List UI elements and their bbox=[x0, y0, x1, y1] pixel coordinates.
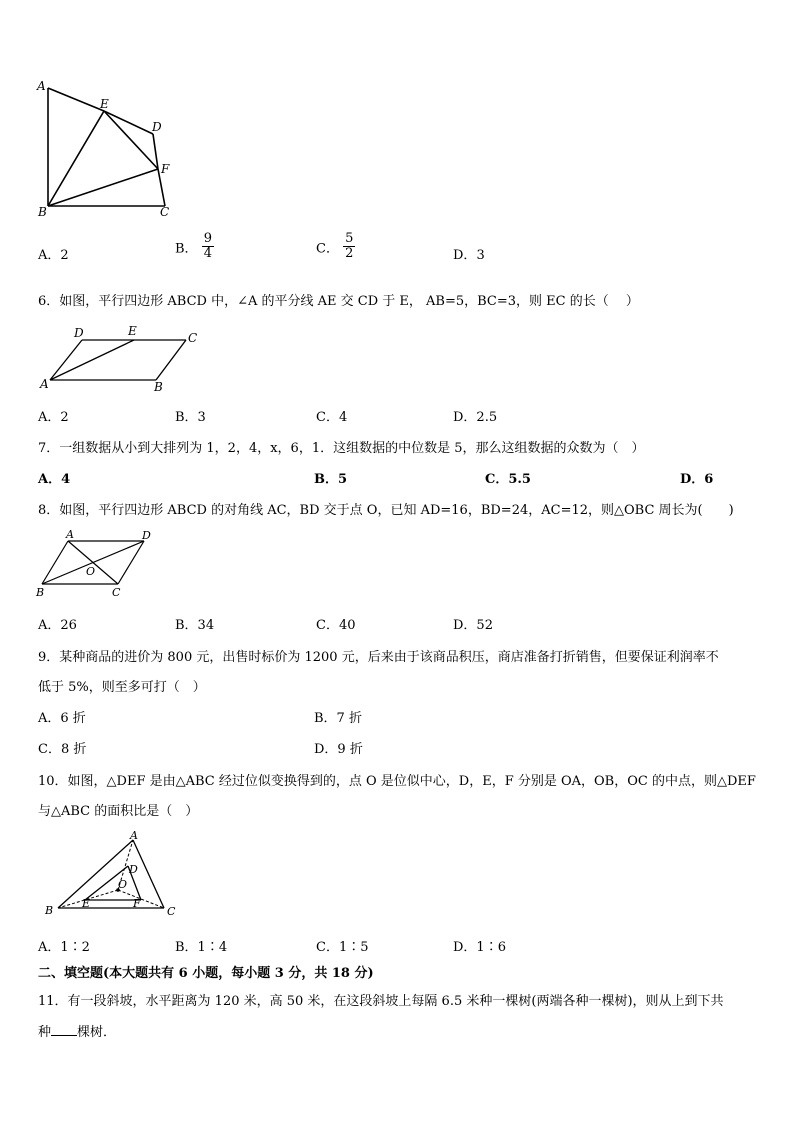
q8-option-d: D．52 bbox=[453, 618, 493, 633]
q10-figure bbox=[38, 828, 188, 920]
q8-side-ba bbox=[42, 541, 68, 584]
q5-label-a: A bbox=[37, 79, 46, 93]
q5-label-f: F bbox=[161, 162, 170, 176]
q11-text-line1: 11．有一段斜坡，水平距离为 120 米，高 50 米，在这段斜坡上每隔 6.5 米种一棵树(两端各种一棵树)，则从上到下共 bbox=[38, 994, 724, 1009]
q5-label-e: E bbox=[100, 97, 109, 111]
q6-seg-ae bbox=[50, 340, 134, 380]
q7-text: 7．一组数据从小到大排列为 1，2，4，x，6，1．这组数据的中位数是 5，那么这组数据的众数为（ ） bbox=[38, 441, 645, 456]
q10-option-c: C．1∶5 bbox=[316, 940, 369, 955]
q7-option-c: C．5.5 bbox=[485, 472, 531, 487]
q11-text-after-blank: 棵树． bbox=[77, 1025, 117, 1040]
q6-side-da bbox=[50, 340, 82, 380]
q5-option-b-fraction: $\frac{9}{4}$ bbox=[203, 231, 212, 262]
q10-text-line2: 与△ABC 的面积比是（ ） bbox=[38, 804, 199, 819]
q6-label-d: D bbox=[74, 326, 84, 340]
q10-label-o: O bbox=[118, 878, 128, 891]
q6-text: 6．如图，平行四边形 ABCD 中，∠A 的平分线 AE 交 CD 于 E， AB=5，BC=3，则 EC 的长（ ） bbox=[38, 294, 639, 309]
q10-label-d: D bbox=[129, 863, 138, 876]
q8-label-o: O bbox=[86, 565, 96, 578]
q8-label-c: C bbox=[112, 586, 121, 599]
q11-text-before-blank: 种 bbox=[38, 1025, 52, 1040]
q6-option-a: A．2 bbox=[38, 410, 69, 425]
q7-option-b: B．5 bbox=[314, 472, 348, 487]
q5-option-a: A．2 bbox=[38, 248, 69, 263]
q10-option-a: A．1∶2 bbox=[38, 940, 90, 955]
q5-label-d: D bbox=[152, 120, 162, 134]
q9-option-d: D．9 折 bbox=[314, 742, 363, 757]
q8-option-c: C．40 bbox=[316, 618, 356, 633]
q5-side-ed bbox=[104, 111, 153, 134]
q5-seg-bf bbox=[48, 169, 158, 206]
q8-label-d: D bbox=[142, 529, 151, 542]
q11-answer-blank[interactable] bbox=[51, 1034, 77, 1036]
q5-seg-be bbox=[48, 111, 104, 206]
q6-option-b: B．3 bbox=[175, 410, 206, 425]
section2-heading: 二、填空题(本大题共有 6 小题，每小题 3 分，共 18 分) bbox=[38, 966, 374, 981]
q6-option-d: D．2.5 bbox=[453, 410, 498, 425]
q10-label-e: E bbox=[82, 897, 91, 910]
q9-option-c: C．8 折 bbox=[38, 742, 87, 757]
q6-label-a: A bbox=[40, 377, 49, 391]
q5-seg-ef bbox=[104, 111, 158, 169]
q11-text-line2 bbox=[38, 1021, 116, 1040]
q10-label-c: C bbox=[167, 905, 176, 918]
q5-label-b: B bbox=[38, 205, 47, 219]
q9-text-line2: 低于 5%，则至多可打（ ） bbox=[38, 680, 206, 695]
q5-label-c: C bbox=[160, 205, 170, 219]
q9-option-a: A．6 折 bbox=[38, 711, 86, 726]
q5-option-c: C． $\frac{5}{2}$ bbox=[316, 231, 354, 262]
q10-side-ab bbox=[58, 840, 133, 908]
q6-label-c: C bbox=[188, 331, 198, 345]
q10-option-d: D．1∶6 bbox=[453, 940, 506, 955]
q10-option-b: B．1∶4 bbox=[175, 940, 228, 955]
q5-option-d: D．3 bbox=[453, 248, 485, 263]
q10-label-a: A bbox=[130, 829, 138, 842]
q9-text-line1: 9．某种商品的进价为 800 元，出售时标价为 1200 元，后来由于该商品积压，商店准备打折销售，但要保证利润率不 bbox=[38, 650, 719, 665]
q7-option-a: A．4 bbox=[38, 472, 71, 487]
q10-label-f: F bbox=[133, 897, 141, 910]
q6-figure bbox=[36, 322, 206, 392]
q5-option-b: B． $\frac{9}{4}$ bbox=[175, 231, 212, 262]
q9-option-b: B．7 折 bbox=[314, 711, 362, 726]
q6-label-e: E bbox=[128, 324, 137, 338]
q8-figure bbox=[34, 528, 164, 600]
q8-label-a: A bbox=[66, 528, 74, 541]
q5-figure bbox=[34, 78, 184, 223]
q7-option-d: D．6 bbox=[680, 472, 714, 487]
q8-option-a: A．26 bbox=[38, 618, 77, 633]
q6-label-b: B bbox=[154, 380, 163, 392]
q5-option-c-fraction: $\frac{5}{2}$ bbox=[345, 231, 354, 262]
q10-text-line1: 10．如图，△DEF 是由△ABC 经过位似变换得到的，点 O 是位似中心，D，E，F 分别是 OA，OB，OC 的中点，则△DEF bbox=[38, 774, 756, 789]
q10-label-b: B bbox=[45, 904, 54, 917]
q8-option-b: B．34 bbox=[175, 618, 215, 633]
q8-text: 8．如图，平行四边形 ABCD 的对角线 AC，BD 交于点 O，已知 AD=16，BD=24，AC=12，则△OBC 周长为( ) bbox=[38, 503, 734, 518]
q6-option-c: C．4 bbox=[316, 410, 348, 425]
q8-side-dc bbox=[118, 541, 144, 584]
q5-side-ae bbox=[48, 88, 104, 111]
q8-label-b: B bbox=[36, 586, 45, 599]
q6-side-bc bbox=[156, 340, 186, 380]
